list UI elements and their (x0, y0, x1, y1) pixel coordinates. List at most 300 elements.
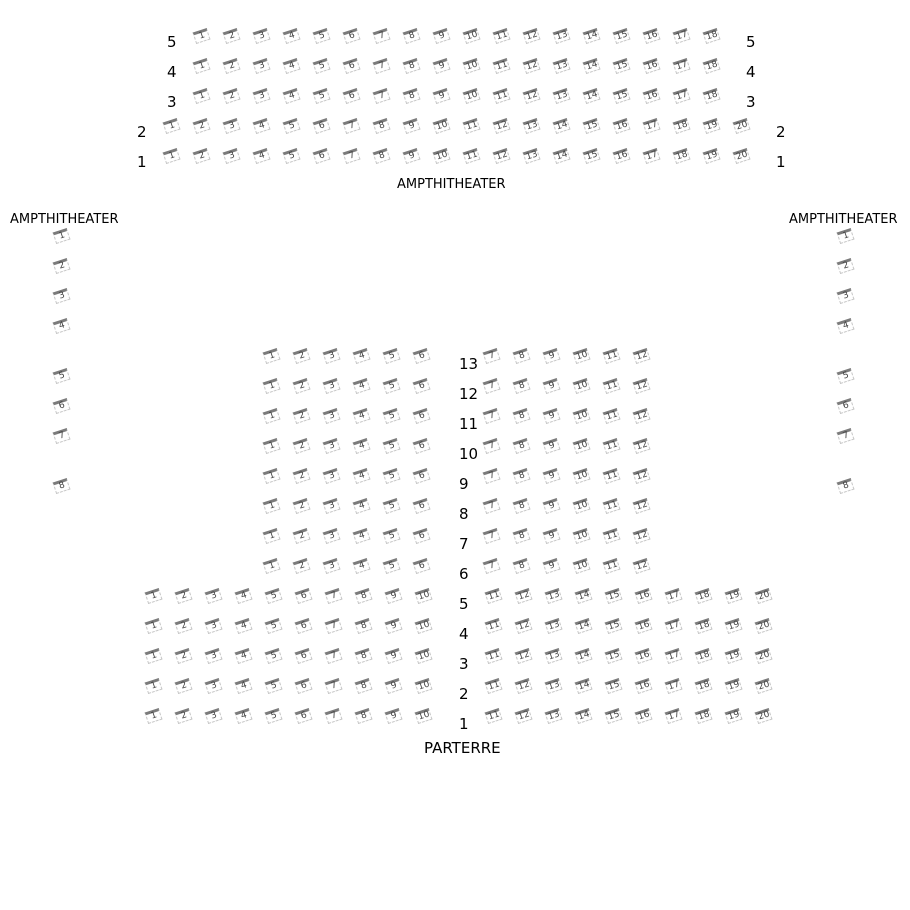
parterre-seat-row13-2[interactable] (292, 346, 310, 361)
amphitheater-seat-row5-1[interactable] (192, 26, 210, 41)
parterre-seat-row12-11[interactable] (602, 376, 620, 391)
amphitheater-seat-row4-5[interactable] (312, 56, 330, 71)
side-left-seat-8[interactable] (52, 476, 70, 491)
parterre-seat-row5-19[interactable] (724, 586, 742, 601)
parterre-seat-row6-1[interactable] (262, 556, 280, 571)
amphitheater-seat-row2-9[interactable] (402, 116, 420, 131)
parterre-seat-row3-13[interactable] (544, 646, 562, 661)
parterre-seat-row4-11[interactable] (484, 616, 502, 631)
parterre-seat-row10-7[interactable] (482, 436, 500, 451)
parterre-seat-row2-19[interactable] (724, 676, 742, 691)
parterre-seat-row7-12[interactable] (632, 526, 650, 541)
amphitheater-seat-row5-7[interactable] (372, 26, 390, 41)
parterre-seat-row11-6[interactable] (412, 406, 430, 421)
parterre-seat-row1-15[interactable] (604, 706, 622, 721)
parterre-seat-row5-6[interactable] (294, 586, 312, 601)
parterre-seat-row4-3[interactable] (204, 616, 222, 631)
amphitheater-seat-row4-9[interactable] (432, 56, 450, 71)
parterre-seat-row2-5[interactable] (264, 676, 282, 691)
parterre-seat-row3-14[interactable] (574, 646, 592, 661)
amphitheater-seat-row3-17[interactable] (672, 86, 690, 101)
amphitheater-seat-row1-7[interactable] (342, 146, 360, 161)
parterre-seat-row10-12[interactable] (632, 436, 650, 451)
parterre-seat-row4-19[interactable] (724, 616, 742, 631)
parterre-seat-row1-18[interactable] (694, 706, 712, 721)
parterre-seat-row6-11[interactable] (602, 556, 620, 571)
parterre-seat-row2-11[interactable] (484, 676, 502, 691)
parterre-seat-row1-11[interactable] (484, 706, 502, 721)
parterre-seat-row3-1[interactable] (144, 646, 162, 661)
amphitheater-seat-row5-2[interactable] (222, 26, 240, 41)
parterre-seat-row3-10[interactable] (414, 646, 432, 661)
parterre-seat-row4-13[interactable] (544, 616, 562, 631)
parterre-seat-row5-18[interactable] (694, 586, 712, 601)
amphitheater-seat-row1-4[interactable] (252, 146, 270, 161)
parterre-seat-row3-5[interactable] (264, 646, 282, 661)
amphitheater-seat-row3-1[interactable] (192, 86, 210, 101)
amphitheater-seat-row3-10[interactable] (462, 86, 480, 101)
amphitheater-seat-row1-8[interactable] (372, 146, 390, 161)
amphitheater-seat-row2-20[interactable] (732, 116, 750, 131)
parterre-seat-row2-14[interactable] (574, 676, 592, 691)
amphitheater-seat-row2-18[interactable] (672, 116, 690, 131)
parterre-seat-row4-14[interactable] (574, 616, 592, 631)
parterre-seat-row11-5[interactable] (382, 406, 400, 421)
amphitheater-seat-row1-15[interactable] (582, 146, 600, 161)
parterre-seat-row6-6[interactable] (412, 556, 430, 571)
parterre-seat-row11-8[interactable] (512, 406, 530, 421)
amphitheater-seat-row5-13[interactable] (552, 26, 570, 41)
parterre-seat-row6-4[interactable] (352, 556, 370, 571)
parterre-seat-row3-20[interactable] (754, 646, 772, 661)
amphitheater-seat-row3-13[interactable] (552, 86, 570, 101)
parterre-seat-row9-10[interactable] (572, 466, 590, 481)
parterre-seat-row8-8[interactable] (512, 496, 530, 511)
parterre-seat-row2-7[interactable] (324, 676, 342, 691)
side-right-seat-8[interactable] (836, 476, 854, 491)
parterre-seat-row13-9[interactable] (542, 346, 560, 361)
parterre-seat-row8-11[interactable] (602, 496, 620, 511)
parterre-seat-row1-12[interactable] (514, 706, 532, 721)
parterre-seat-row1-1[interactable] (144, 706, 162, 721)
amphitheater-seat-row2-13[interactable] (522, 116, 540, 131)
parterre-seat-row7-1[interactable] (262, 526, 280, 541)
parterre-seat-row3-6[interactable] (294, 646, 312, 661)
parterre-seat-row5-7[interactable] (324, 586, 342, 601)
parterre-seat-row12-4[interactable] (352, 376, 370, 391)
amphitheater-seat-row5-6[interactable] (342, 26, 360, 41)
parterre-seat-row12-8[interactable] (512, 376, 530, 391)
amphitheater-seat-row1-14[interactable] (552, 146, 570, 161)
amphitheater-seat-row2-10[interactable] (432, 116, 450, 131)
amphitheater-seat-row4-18[interactable] (702, 56, 720, 71)
parterre-seat-row7-2[interactable] (292, 526, 310, 541)
amphitheater-seat-row3-2[interactable] (222, 86, 240, 101)
parterre-seat-row6-10[interactable] (572, 556, 590, 571)
amphitheater-seat-row1-11[interactable] (462, 146, 480, 161)
parterre-seat-row9-1[interactable] (262, 466, 280, 481)
parterre-seat-row2-8[interactable] (354, 676, 372, 691)
parterre-seat-row6-12[interactable] (632, 556, 650, 571)
parterre-seat-row13-12[interactable] (632, 346, 650, 361)
amphitheater-seat-row5-8[interactable] (402, 26, 420, 41)
amphitheater-seat-row3-3[interactable] (252, 86, 270, 101)
parterre-seat-row3-16[interactable] (634, 646, 652, 661)
parterre-seat-row7-7[interactable] (482, 526, 500, 541)
parterre-seat-row4-17[interactable] (664, 616, 682, 631)
parterre-seat-row12-10[interactable] (572, 376, 590, 391)
side-left-seat-3[interactable] (52, 286, 70, 301)
parterre-seat-row9-6[interactable] (412, 466, 430, 481)
parterre-seat-row4-18[interactable] (694, 616, 712, 631)
amphitheater-seat-row3-7[interactable] (372, 86, 390, 101)
parterre-seat-row12-7[interactable] (482, 376, 500, 391)
parterre-seat-row3-2[interactable] (174, 646, 192, 661)
parterre-seat-row11-1[interactable] (262, 406, 280, 421)
amphitheater-seat-row3-9[interactable] (432, 86, 450, 101)
parterre-seat-row3-3[interactable] (204, 646, 222, 661)
amphitheater-seat-row3-18[interactable] (702, 86, 720, 101)
parterre-seat-row5-5[interactable] (264, 586, 282, 601)
amphitheater-seat-row3-12[interactable] (522, 86, 540, 101)
amphitheater-seat-row4-13[interactable] (552, 56, 570, 71)
amphitheater-seat-row2-6[interactable] (312, 116, 330, 131)
side-right-seat-4[interactable] (836, 316, 854, 331)
parterre-seat-row13-8[interactable] (512, 346, 530, 361)
side-right-seat-6[interactable] (836, 396, 854, 411)
parterre-seat-row5-16[interactable] (634, 586, 652, 601)
parterre-seat-row2-20[interactable] (754, 676, 772, 691)
parterre-seat-row10-10[interactable] (572, 436, 590, 451)
parterre-seat-row1-17[interactable] (664, 706, 682, 721)
amphitheater-seat-row1-3[interactable] (222, 146, 240, 161)
amphitheater-seat-row2-5[interactable] (282, 116, 300, 131)
parterre-seat-row10-4[interactable] (352, 436, 370, 451)
parterre-seat-row13-7[interactable] (482, 346, 500, 361)
parterre-seat-row7-6[interactable] (412, 526, 430, 541)
parterre-seat-row1-8[interactable] (354, 706, 372, 721)
parterre-seat-row7-11[interactable] (602, 526, 620, 541)
parterre-seat-row8-12[interactable] (632, 496, 650, 511)
parterre-seat-row2-10[interactable] (414, 676, 432, 691)
parterre-seat-row4-6[interactable] (294, 616, 312, 631)
side-left-seat-4[interactable] (52, 316, 70, 331)
side-left-seat-7[interactable] (52, 426, 70, 441)
amphitheater-seat-row5-12[interactable] (522, 26, 540, 41)
parterre-seat-row13-4[interactable] (352, 346, 370, 361)
parterre-seat-row10-11[interactable] (602, 436, 620, 451)
parterre-seat-row5-10[interactable] (414, 586, 432, 601)
parterre-seat-row10-8[interactable] (512, 436, 530, 451)
side-right-seat-7[interactable] (836, 426, 854, 441)
amphitheater-seat-row2-12[interactable] (492, 116, 510, 131)
parterre-seat-row9-5[interactable] (382, 466, 400, 481)
parterre-seat-row9-3[interactable] (322, 466, 340, 481)
parterre-seat-row1-6[interactable] (294, 706, 312, 721)
parterre-seat-row13-1[interactable] (262, 346, 280, 361)
parterre-seat-row12-6[interactable] (412, 376, 430, 391)
parterre-seat-row1-5[interactable] (264, 706, 282, 721)
parterre-seat-row11-10[interactable] (572, 406, 590, 421)
parterre-seat-row1-7[interactable] (324, 706, 342, 721)
parterre-seat-row1-16[interactable] (634, 706, 652, 721)
parterre-seat-row4-1[interactable] (144, 616, 162, 631)
amphitheater-seat-row4-11[interactable] (492, 56, 510, 71)
parterre-seat-row7-10[interactable] (572, 526, 590, 541)
amphitheater-seat-row5-16[interactable] (642, 26, 660, 41)
amphitheater-seat-row1-16[interactable] (612, 146, 630, 161)
amphitheater-seat-row5-18[interactable] (702, 26, 720, 41)
parterre-seat-row13-5[interactable] (382, 346, 400, 361)
amphitheater-seat-row3-4[interactable] (282, 86, 300, 101)
parterre-seat-row6-7[interactable] (482, 556, 500, 571)
amphitheater-seat-row2-7[interactable] (342, 116, 360, 131)
side-left-seat-2[interactable] (52, 256, 70, 271)
parterre-seat-row5-8[interactable] (354, 586, 372, 601)
parterre-seat-row4-12[interactable] (514, 616, 532, 631)
amphitheater-seat-row1-2[interactable] (192, 146, 210, 161)
parterre-seat-row5-2[interactable] (174, 586, 192, 601)
parterre-seat-row3-12[interactable] (514, 646, 532, 661)
amphitheater-seat-row4-2[interactable] (222, 56, 240, 71)
amphitheater-seat-row2-14[interactable] (552, 116, 570, 131)
amphitheater-seat-row5-9[interactable] (432, 26, 450, 41)
parterre-seat-row5-14[interactable] (574, 586, 592, 601)
parterre-seat-row1-9[interactable] (384, 706, 402, 721)
side-right-seat-5[interactable] (836, 366, 854, 381)
parterre-seat-row2-18[interactable] (694, 676, 712, 691)
parterre-seat-row8-3[interactable] (322, 496, 340, 511)
amphitheater-seat-row2-4[interactable] (252, 116, 270, 131)
parterre-seat-row10-5[interactable] (382, 436, 400, 451)
parterre-seat-row7-3[interactable] (322, 526, 340, 541)
parterre-seat-row8-6[interactable] (412, 496, 430, 511)
parterre-seat-row10-2[interactable] (292, 436, 310, 451)
parterre-seat-row3-9[interactable] (384, 646, 402, 661)
parterre-seat-row8-7[interactable] (482, 496, 500, 511)
parterre-seat-row5-20[interactable] (754, 586, 772, 601)
parterre-seat-row2-13[interactable] (544, 676, 562, 691)
amphitheater-seat-row2-1[interactable] (162, 116, 180, 131)
parterre-seat-row9-8[interactable] (512, 466, 530, 481)
amphitheater-seat-row1-20[interactable] (732, 146, 750, 161)
parterre-seat-row10-1[interactable] (262, 436, 280, 451)
amphitheater-seat-row5-3[interactable] (252, 26, 270, 41)
parterre-seat-row4-15[interactable] (604, 616, 622, 631)
parterre-seat-row12-2[interactable] (292, 376, 310, 391)
parterre-seat-row4-9[interactable] (384, 616, 402, 631)
parterre-seat-row9-4[interactable] (352, 466, 370, 481)
amphitheater-seat-row4-15[interactable] (612, 56, 630, 71)
parterre-seat-row5-1[interactable] (144, 586, 162, 601)
amphitheater-seat-row4-3[interactable] (252, 56, 270, 71)
parterre-seat-row11-11[interactable] (602, 406, 620, 421)
amphitheater-seat-row3-16[interactable] (642, 86, 660, 101)
amphitheater-seat-row5-14[interactable] (582, 26, 600, 41)
parterre-seat-row6-9[interactable] (542, 556, 560, 571)
amphitheater-seat-row2-3[interactable] (222, 116, 240, 131)
amphitheater-seat-row2-19[interactable] (702, 116, 720, 131)
parterre-seat-row2-15[interactable] (604, 676, 622, 691)
amphitheater-seat-row1-13[interactable] (522, 146, 540, 161)
parterre-seat-row2-1[interactable] (144, 676, 162, 691)
amphitheater-seat-row5-5[interactable] (312, 26, 330, 41)
parterre-seat-row4-8[interactable] (354, 616, 372, 631)
amphitheater-seat-row4-10[interactable] (462, 56, 480, 71)
parterre-seat-row4-4[interactable] (234, 616, 252, 631)
parterre-seat-row1-19[interactable] (724, 706, 742, 721)
parterre-seat-row12-5[interactable] (382, 376, 400, 391)
parterre-seat-row11-3[interactable] (322, 406, 340, 421)
parterre-seat-row4-5[interactable] (264, 616, 282, 631)
amphitheater-seat-row3-15[interactable] (612, 86, 630, 101)
parterre-seat-row8-9[interactable] (542, 496, 560, 511)
amphitheater-seat-row4-14[interactable] (582, 56, 600, 71)
parterre-seat-row2-9[interactable] (384, 676, 402, 691)
amphitheater-seat-row4-1[interactable] (192, 56, 210, 71)
amphitheater-seat-row5-11[interactable] (492, 26, 510, 41)
parterre-seat-row9-11[interactable] (602, 466, 620, 481)
parterre-seat-row1-13[interactable] (544, 706, 562, 721)
amphitheater-seat-row5-17[interactable] (672, 26, 690, 41)
parterre-seat-row3-17[interactable] (664, 646, 682, 661)
parterre-seat-row13-11[interactable] (602, 346, 620, 361)
parterre-seat-row3-19[interactable] (724, 646, 742, 661)
parterre-seat-row2-16[interactable] (634, 676, 652, 691)
parterre-seat-row12-9[interactable] (542, 376, 560, 391)
parterre-seat-row3-15[interactable] (604, 646, 622, 661)
parterre-seat-row4-10[interactable] (414, 616, 432, 631)
parterre-seat-row13-10[interactable] (572, 346, 590, 361)
amphitheater-seat-row4-17[interactable] (672, 56, 690, 71)
parterre-seat-row3-8[interactable] (354, 646, 372, 661)
parterre-seat-row7-8[interactable] (512, 526, 530, 541)
parterre-seat-row1-4[interactable] (234, 706, 252, 721)
amphitheater-seat-row3-14[interactable] (582, 86, 600, 101)
parterre-seat-row2-3[interactable] (204, 676, 222, 691)
parterre-seat-row5-3[interactable] (204, 586, 222, 601)
side-right-seat-2[interactable] (836, 256, 854, 271)
parterre-seat-row4-20[interactable] (754, 616, 772, 631)
parterre-seat-row12-12[interactable] (632, 376, 650, 391)
parterre-seat-row9-2[interactable] (292, 466, 310, 481)
amphitheater-seat-row4-16[interactable] (642, 56, 660, 71)
parterre-seat-row9-9[interactable] (542, 466, 560, 481)
parterre-seat-row2-6[interactable] (294, 676, 312, 691)
parterre-seat-row7-9[interactable] (542, 526, 560, 541)
parterre-seat-row13-3[interactable] (322, 346, 340, 361)
parterre-seat-row3-4[interactable] (234, 646, 252, 661)
parterre-seat-row8-2[interactable] (292, 496, 310, 511)
amphitheater-seat-row4-4[interactable] (282, 56, 300, 71)
parterre-seat-row6-8[interactable] (512, 556, 530, 571)
side-right-seat-3[interactable] (836, 286, 854, 301)
parterre-seat-row12-1[interactable] (262, 376, 280, 391)
parterre-seat-row1-3[interactable] (204, 706, 222, 721)
parterre-seat-row1-2[interactable] (174, 706, 192, 721)
parterre-seat-row10-6[interactable] (412, 436, 430, 451)
parterre-seat-row5-4[interactable] (234, 586, 252, 601)
parterre-seat-row1-14[interactable] (574, 706, 592, 721)
amphitheater-seat-row1-1[interactable] (162, 146, 180, 161)
side-left-seat-6[interactable] (52, 396, 70, 411)
parterre-seat-row13-6[interactable] (412, 346, 430, 361)
parterre-seat-row8-4[interactable] (352, 496, 370, 511)
side-left-seat-1[interactable] (52, 226, 70, 241)
parterre-seat-row5-12[interactable] (514, 586, 532, 601)
parterre-seat-row6-5[interactable] (382, 556, 400, 571)
amphitheater-seat-row1-17[interactable] (642, 146, 660, 161)
amphitheater-seat-row3-5[interactable] (312, 86, 330, 101)
parterre-seat-row8-10[interactable] (572, 496, 590, 511)
amphitheater-seat-row5-15[interactable] (612, 26, 630, 41)
parterre-seat-row8-1[interactable] (262, 496, 280, 511)
amphitheater-seat-row2-16[interactable] (612, 116, 630, 131)
parterre-seat-row11-12[interactable] (632, 406, 650, 421)
amphitheater-seat-row4-6[interactable] (342, 56, 360, 71)
parterre-seat-row6-3[interactable] (322, 556, 340, 571)
parterre-seat-row11-4[interactable] (352, 406, 370, 421)
amphitheater-seat-row3-11[interactable] (492, 86, 510, 101)
amphitheater-seat-row3-8[interactable] (402, 86, 420, 101)
parterre-seat-row5-9[interactable] (384, 586, 402, 601)
parterre-seat-row3-7[interactable] (324, 646, 342, 661)
parterre-seat-row11-2[interactable] (292, 406, 310, 421)
parterre-seat-row4-7[interactable] (324, 616, 342, 631)
side-right-seat-1[interactable] (836, 226, 854, 241)
amphitheater-seat-row1-19[interactable] (702, 146, 720, 161)
amphitheater-seat-row4-8[interactable] (402, 56, 420, 71)
parterre-seat-row2-12[interactable] (514, 676, 532, 691)
amphitheater-seat-row1-6[interactable] (312, 146, 330, 161)
side-left-seat-5[interactable] (52, 366, 70, 381)
parterre-seat-row7-4[interactable] (352, 526, 370, 541)
parterre-seat-row9-12[interactable] (632, 466, 650, 481)
parterre-seat-row2-2[interactable] (174, 676, 192, 691)
parterre-seat-row7-5[interactable] (382, 526, 400, 541)
parterre-seat-row10-3[interactable] (322, 436, 340, 451)
parterre-seat-row6-2[interactable] (292, 556, 310, 571)
parterre-seat-row2-17[interactable] (664, 676, 682, 691)
parterre-seat-row5-15[interactable] (604, 586, 622, 601)
parterre-seat-row1-10[interactable] (414, 706, 432, 721)
parterre-seat-row3-18[interactable] (694, 646, 712, 661)
amphitheater-seat-row2-11[interactable] (462, 116, 480, 131)
parterre-seat-row12-3[interactable] (322, 376, 340, 391)
parterre-seat-row4-16[interactable] (634, 616, 652, 631)
amphitheater-seat-row3-6[interactable] (342, 86, 360, 101)
parterre-seat-row11-9[interactable] (542, 406, 560, 421)
parterre-seat-row5-13[interactable] (544, 586, 562, 601)
parterre-seat-row5-17[interactable] (664, 586, 682, 601)
parterre-seat-row5-11[interactable] (484, 586, 502, 601)
parterre-seat-row4-2[interactable] (174, 616, 192, 631)
amphitheater-seat-row2-17[interactable] (642, 116, 660, 131)
amphitheater-seat-row2-8[interactable] (372, 116, 390, 131)
amphitheater-seat-row4-12[interactable] (522, 56, 540, 71)
parterre-seat-row1-20[interactable] (754, 706, 772, 721)
parterre-seat-row3-11[interactable] (484, 646, 502, 661)
amphitheater-seat-row1-12[interactable] (492, 146, 510, 161)
amphitheater-seat-row1-5[interactable] (282, 146, 300, 161)
amphitheater-seat-row1-9[interactable] (402, 146, 420, 161)
amphitheater-seat-row1-10[interactable] (432, 146, 450, 161)
parterre-seat-row11-7[interactable] (482, 406, 500, 421)
amphitheater-seat-row5-4[interactable] (282, 26, 300, 41)
amphitheater-seat-row2-15[interactable] (582, 116, 600, 131)
amphitheater-seat-row5-10[interactable] (462, 26, 480, 41)
parterre-seat-row2-4[interactable] (234, 676, 252, 691)
